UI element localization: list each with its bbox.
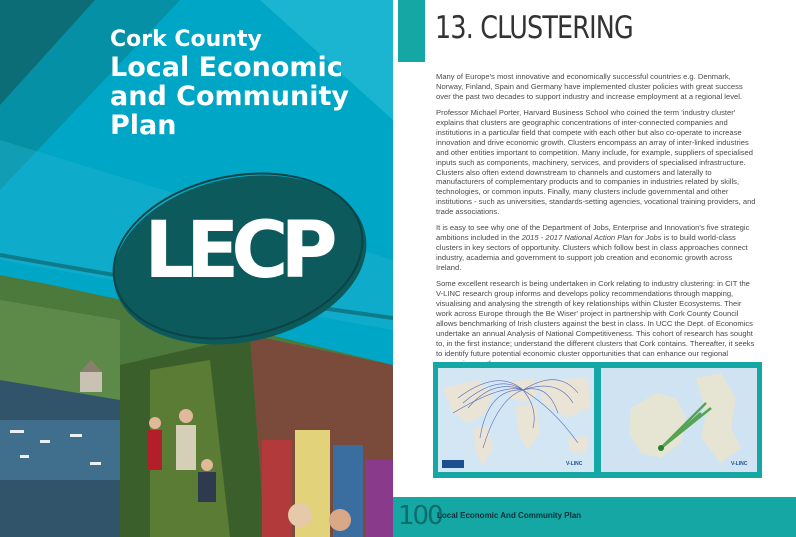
lecp-logo bbox=[100, 168, 376, 348]
body-text bbox=[436, 72, 758, 375]
page-title: 13. CLUSTERING bbox=[435, 10, 633, 46]
ireland-cluster-map bbox=[601, 368, 757, 472]
page-footer bbox=[393, 497, 796, 537]
paragraph-2: Professor Michael Porter, Harvard Business School who coined the term 'industry cluster' explains that clusters are geographic concentrations of inter-connected companies and institutions in a particular field that compete with each other but also co-operate to increase innovation and drive economic growth. Clusters encompass an array of inter-linked industries and other entities important to competition. Many include, for example, suppliers of specialised inputs such as components, machinery, services, and providers of specialised infrastructure. Clusters also often extend downstream to channels and customers and laterally to manufacturers of complementary products and to companies in industries related by skills, technologies, or common inputs. Finally, many clusters include governmental and other institutions - such as universities, standards-setting agencies, vocational training providers, and trade associations. bbox=[436, 108, 756, 217]
cover-title-line3: and Community bbox=[110, 80, 350, 112]
cover-title-line1: Cork County bbox=[110, 27, 262, 52]
paragraph-1: Many of Europe's most innovative and economically successful countries e.g. Denmark, Norway, Finland, Spain and Germany have implemented cluster policies with great success over the past two decades to support industry and increase employment at a regional level. bbox=[436, 72, 743, 101]
ireland-map-graphic bbox=[601, 368, 757, 472]
cover-title-line4: Plan bbox=[110, 109, 177, 141]
cover-title bbox=[110, 28, 349, 140]
world-map-graphic bbox=[438, 368, 594, 472]
footer-title: Local Economic And Community Plan bbox=[437, 511, 582, 520]
logo-text: LECP bbox=[144, 206, 330, 296]
section-tab bbox=[398, 0, 425, 62]
page-number: 100 bbox=[398, 501, 442, 531]
world-cluster-map bbox=[438, 368, 594, 472]
paragraph-3-italic: 2015 - 2017 National Action Plan for Jobs bbox=[521, 233, 662, 243]
paragraph-3-start: It is easy to see why one of the Department of Jobs, Enterprise and Innovation's five strategic ambitions included in the bbox=[436, 223, 750, 243]
cover-page bbox=[0, 0, 393, 537]
map-brand-right: V-LINC bbox=[731, 461, 748, 467]
paragraph-3 bbox=[436, 223, 758, 273]
paragraph-4: Some excellent research is being undertaken in Cork relating to industry clustering: in CIT the V-LINC research group informs and develops policy recommendations through mapping, visualising and analysing the strength of key relationships within Cluster Ecosystems. Their work across Europe through the Be Wiser' project in partnership with Cork County Council allows benchmarking of Irish clusters against the best in class. In UCC the Dept. of Economics undertake an annual Analysis of National Competitiveness. This cohort of research has sought to, in the first instance; understand the different clusters that Cork contains. Thereafter, it seeks to identify future potential economic cluster opportunities that can enhance our regional bbox=[436, 279, 755, 358]
cluster-maps-figure bbox=[433, 362, 762, 478]
paragraph-3-end: is to build world-class clusters in key sectors of opportunity. Clusters which follow best in class approaches connect industry, academia and government to support job creation and economic growth across Ireland. bbox=[436, 233, 748, 273]
map-brand-left: V-LINC bbox=[566, 461, 583, 467]
content-page bbox=[393, 0, 796, 537]
cover-title-line2: Local Economic bbox=[110, 52, 343, 84]
